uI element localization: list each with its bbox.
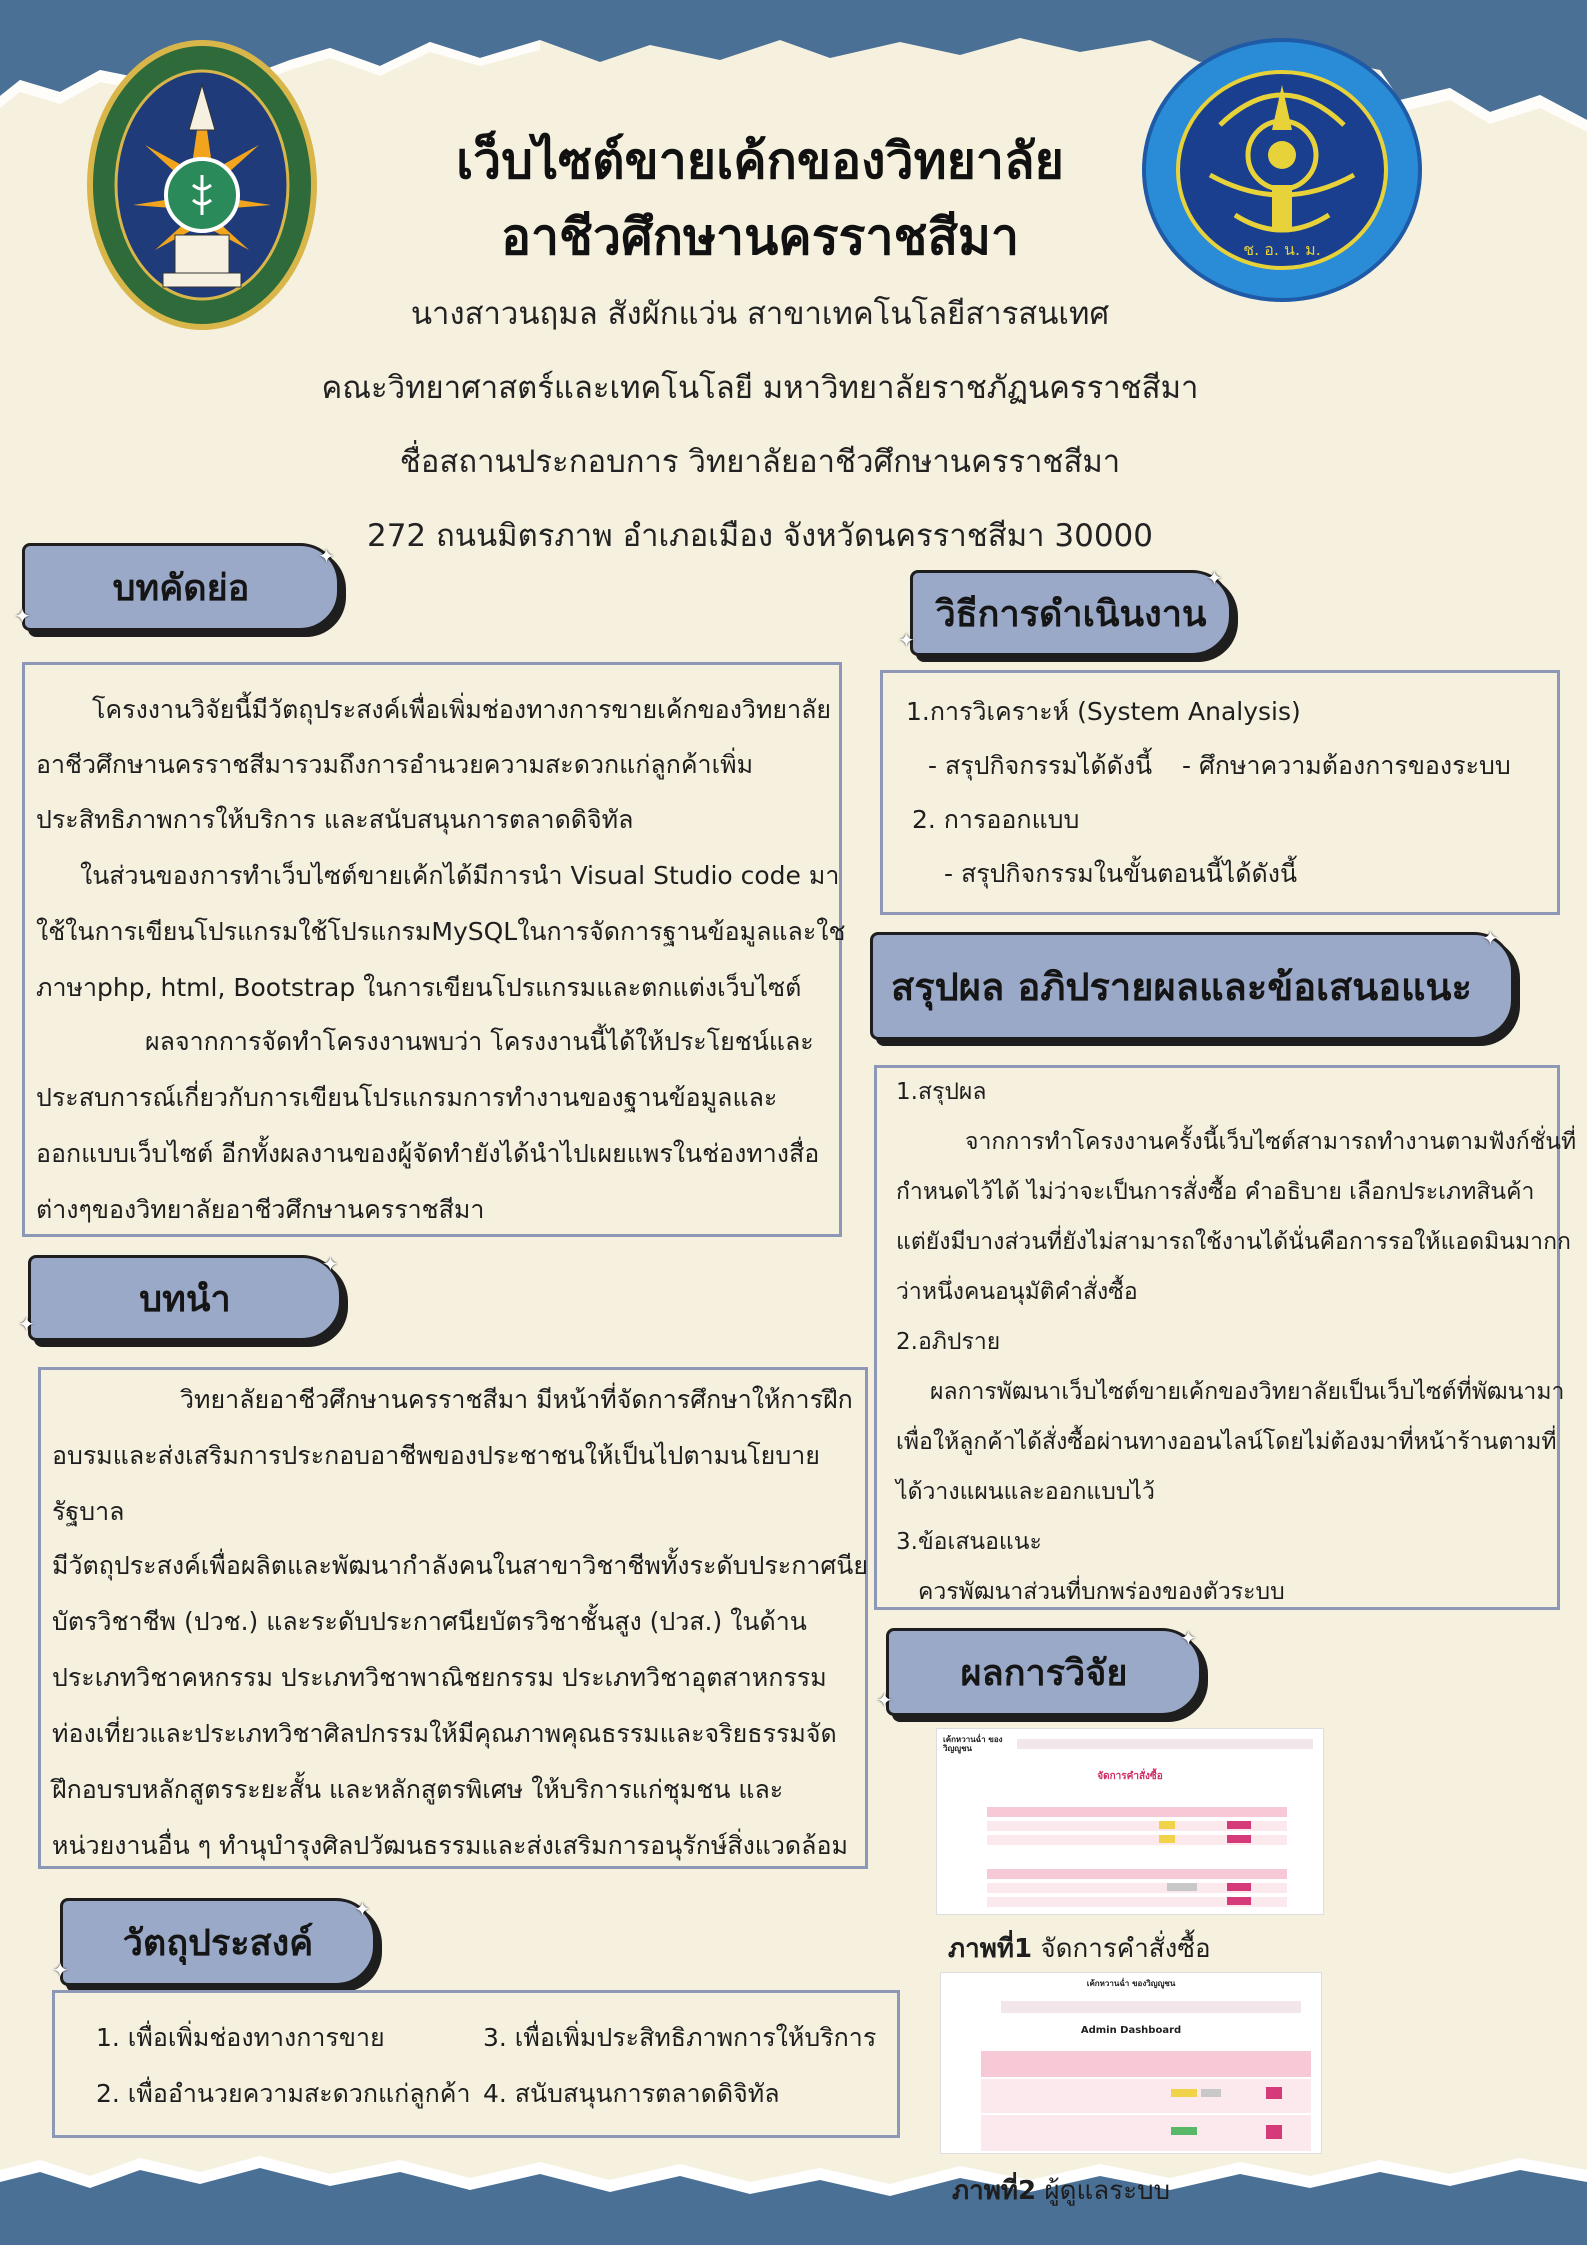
figure2-label: ภาพที่2 (952, 2176, 1037, 2206)
author-line: นางสาวนฤมล สังผักแว่น สาขาเทคโนโลยีสารสนเทศ (410, 296, 1110, 332)
conclusion-line: 1.สรุปผล (896, 1079, 987, 1105)
admin-dashboard-screenshot (940, 1972, 1322, 2154)
star-icon: ✦ (898, 628, 915, 652)
order-management-screenshot (936, 1728, 1324, 1915)
address-line: 272 ถนนมิตรภาพ อำเภอเมือง จังหวัดนครราชสีมา 30000 (366, 518, 1154, 554)
intro-heading-tag (28, 1255, 342, 1341)
intro-line: อบรมและส่งเสริมการประกอบอาชีพของประชาชนให้เป็นไปตามนโยบาย (52, 1441, 820, 1470)
intro-line: ประเภทวิชาคหกรรม ประเภทวิชาพาณิชยกรรม ประเภทวิชาอุตสาหกรรม (52, 1663, 827, 1692)
star-icon: ✦ (1206, 566, 1223, 590)
objectives-heading: วัตถุประสงค์ (122, 1922, 314, 1964)
conclusion-line: ได้วางแผนและออกแบบไว้ (896, 1479, 1155, 1505)
conclusion-heading: สรุปผล อภิปรายผลและข้อเสนอแนะ (891, 964, 1472, 1009)
star-icon: ✦ (318, 544, 335, 568)
figure1-caption (948, 1928, 1211, 1969)
intro-line: มีวัตถุประสงค์เพื่อผลิตและพัฒนากำลังคนในสาขาวิชาชีพทั้งระดับประกาศนีย (52, 1551, 868, 1580)
college-mark: ช. อ. น. ม. (1243, 240, 1321, 259)
results-heading: ผลการวิจัย (960, 1652, 1128, 1694)
shot2-title: Admin Dashboard (1080, 2025, 1182, 2036)
methods-heading-tag (910, 570, 1232, 656)
objectives-box (52, 1990, 900, 2138)
figure1-label: ภาพที่1 (948, 1934, 1033, 1964)
star-icon: ✦ (18, 1312, 35, 1336)
abstract-line: โครงงานวิจัยนี้มีวัตถุประสงค์เพื่อเพิ่มช่องทางการขายเค้กของวิทยาลัย (92, 695, 832, 724)
abstract-line: ผลจากการจัดทำโครงงานพบว่า โครงงานนี้ได้ให้ประโยชน์และ (145, 1027, 814, 1056)
abstract-line: ภาษาphp, html, Bootstrap ในการเขียนโปรแกรมและตกแต่งเว็บไซต์ (36, 973, 802, 1002)
conclusion-line: 2.อภิปราย (896, 1329, 1001, 1355)
conclusion-line: จากการทำโครงงานครั้งนี้เว็บไซต์สามารถทำงานตามฟังก์ชั่นที่ (965, 1129, 1577, 1155)
conclusion-line: ว่าหนึ่งคนอนุมัติคำสั่งซื้อ (896, 1279, 1138, 1305)
methods-line: - ศึกษาความต้องการของระบบ (1182, 751, 1511, 780)
bottom-band (0, 2150, 1587, 2245)
faculty-line: คณะวิทยาศาสตร์และเทคโนโลยี มหาวิทยาลัยราชภัฏนครราชสีมา (321, 370, 1199, 406)
star-icon: ✦ (14, 604, 31, 628)
abstract-line: ในส่วนของการทำเว็บไซต์ขายเค้กได้มีการนำ Visual Studio code มา (80, 861, 840, 890)
star-icon: ✦ (354, 1897, 371, 1921)
methods-line: - สรุปกิจกรรมในขั้นตอนนี้ได้ดังนี้ (944, 859, 1298, 888)
conclusion-line: 3.ข้อเสนอแนะ (896, 1529, 1042, 1555)
conclusion-heading-tag (870, 932, 1514, 1040)
abstract-heading: บทคัดย่อ (112, 567, 250, 609)
abstract-line: ต่างๆของวิทยาลัยอาชีวศึกษานครราชสีมา (36, 1195, 485, 1224)
star-icon: ✦ (322, 1252, 339, 1276)
objective-item: 2. เพื่ออำนวยความสะดวกแก่ลูกค้า (96, 2079, 471, 2108)
abstract-heading-tag (22, 543, 340, 631)
intro-line: รัฐบาล (52, 1497, 125, 1526)
figure2-caption (952, 2170, 1170, 2211)
conclusion-line: ผลการพัฒนาเว็บไซต์ขายเค้กของวิทยาลัยเป็นเว็บไซต์ที่พัฒนามา (930, 1379, 1565, 1405)
objective-item: 1. เพื่อเพิ่มช่องทางการขาย (96, 2023, 385, 2052)
objective-item: 4. สนับสนุนการตลาดดิจิทัล (483, 2079, 780, 2108)
conclusion-line: แต่ยังมีบางส่วนที่ยังไม่สามารถใช้งานได้นั่นคือการรอให้แอดมินมากก (896, 1229, 1571, 1255)
conclusion-line: กำหนดไว้ได้ ไม่ว่าจะเป็นการสั่งซื้อ คำอธิบาย เลือกประเภทสินค้า (896, 1179, 1535, 1205)
shot1-title: จัดการคำสั่งซื้อ (1097, 1771, 1163, 1782)
intro-line: ฝึกอบรบหลักสูตรระยะสั้น และหลักสูตรพิเศษ ให้บริการแก่ชุมชน และ (52, 1775, 784, 1804)
page-title-line2: อาชีวศึกษานครราชสีมา (500, 208, 1020, 266)
abstract-line: ออกแบบเว็บไซต์ อีกทั้งผลงานของผู้จัดทำยังได้นำไปเผยแพรในช่องทางสื่อ (36, 1139, 820, 1168)
conclusion-line: เพื่อให้ลูกค้าได้สั่งซื้อผ่านทางออนไลน์โดยไม่ต้องมาที่หน้าร้านตามที่ (896, 1429, 1557, 1455)
intro-line: บัตรวิชาชีพ (ปวช.) และระดับประกาศนียบัตรวิชาชั้นสูง (ปวส.) ในด้าน (52, 1607, 807, 1636)
methods-line: 2. การออกแบบ (912, 805, 1080, 834)
intro-line: ท่องเที่ยวและประเภทวิชาศิลปกรรมให้มีคุณภาพคุณธรรมและจริยธรรมจัด (52, 1719, 837, 1748)
intro-line: หน่วยงานอื่น ๆ ทำนุบำรุงศิลปวัฒนธรรมและส่งเสริมการอนุรักษ์สิ่งแวดล้อม (52, 1831, 848, 1860)
conclusion-line: ควรพัฒนาส่วนที่บกพร่องของตัวระบบ (918, 1579, 1285, 1605)
star-icon: ✦ (876, 1688, 893, 1712)
shot1-brand: เค้กหวานฉ่ำ ของวิญญูชน (943, 1735, 1003, 1753)
abstract-line: ประสบการณ์เกี่ยวกับการเขียนโปรแกรมการทำงานของฐานข้อมูลและ (36, 1083, 778, 1112)
star-icon: ✦ (1180, 1626, 1197, 1650)
intro-line: วิทยาลัยอาชีวศึกษานครราชสีมา มีหน้าที่จัดการศึกษาให้การฝึก (180, 1385, 853, 1414)
abstract-line: ประสิทธิภาพการให้บริการ และสนับสนุนการตลาดดิจิทัล (36, 805, 634, 834)
objective-item: 3. เพื่อเพิ่มประสิทธิภาพการให้บริการ (483, 2023, 877, 2052)
methods-heading: วิธีการดำเนินงาน (935, 593, 1207, 635)
page-title-line1: เว็บไซต์ขายเค้กของวิทยาลัย (456, 132, 1064, 190)
intro-heading: บทนำ (139, 1278, 231, 1320)
organization-line: ชื่อสถานประกอบการ วิทยาลัยอาชีวศึกษานครราชสีมา (399, 444, 1121, 480)
shot2-brand: เค้กหวานฉ่ำ ของวิญญูชน (1086, 1979, 1176, 1988)
star-icon: ✦ (1482, 926, 1499, 950)
results-heading-tag (886, 1628, 1202, 1716)
figure2-text: ผู้ดูแลระบบ (1036, 2176, 1171, 2206)
abstract-line: อาชีวศึกษานครราชสีมารวมถึงการอำนวยความสะดวกแก่ลูกค้าเพิ่ม (36, 750, 754, 779)
methods-line: 1.การวิเคราะห์ (System Analysis) (906, 697, 1301, 726)
figure1-text: จัดการคำสั่งซื้อ (1032, 1934, 1211, 1964)
methods-line: - สรุปกิจกรรมได้ดังนี้ (928, 751, 1153, 780)
objectives-heading-tag (60, 1898, 376, 1986)
abstract-line: ใช้ในการเขียนโปรแกรมใช้โปรแกรมMySQLในการจัดการฐานข้อมูลและใช (36, 917, 846, 946)
star-icon: ✦ (52, 1958, 69, 1982)
